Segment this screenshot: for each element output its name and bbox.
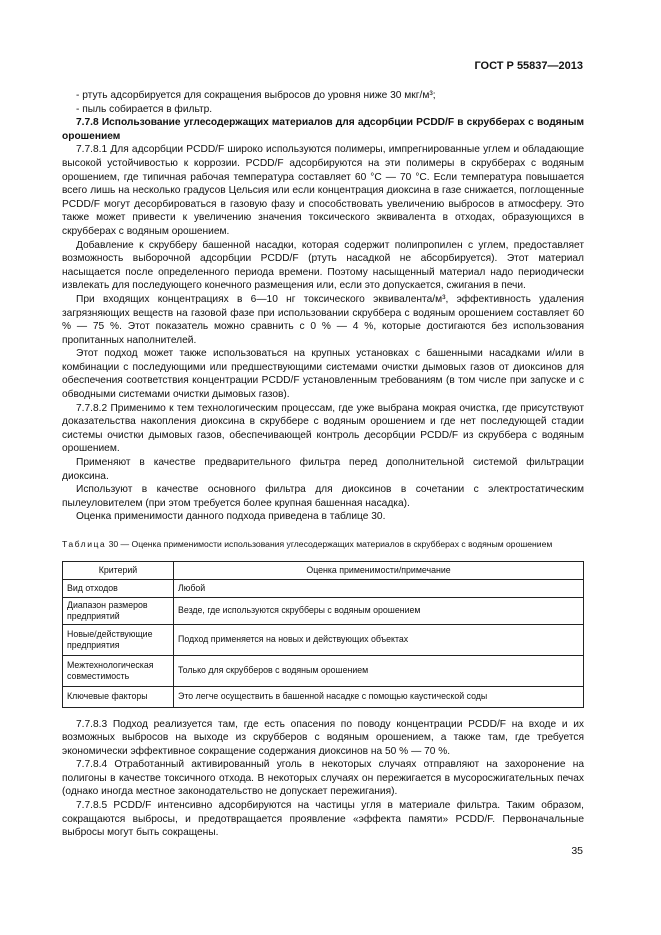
table-row [63, 579, 584, 597]
table-cell-value: Подход применяется на новых и действующих объектах [174, 624, 584, 655]
table-header-cell: Критерий [63, 561, 174, 579]
table-caption [62, 539, 584, 551]
table-cell-criterion: Вид отходов [63, 579, 174, 597]
paragraph: Добавление к скрубберу башенной насадки, которая содержит полипропилен с углем, предоставляет возможность выборочной адсорбции PCDD/F (ртуть насадкой не абсорбируется). Этот материал насыщается после определенного периода времени. Поэтому насыщенный материал надо периодически извлекать для последующего конечного размещения или, если это допускается, сжигания в печи. [62, 239, 584, 292]
table-row [63, 597, 584, 624]
standard-header: ГОСТ Р 55837—2013 [474, 60, 583, 72]
table-caption-prefix: Таблица [62, 539, 107, 549]
page-number: 35 [571, 845, 583, 857]
paragraph: 7.7.8.1 Для адсорбции PCDD/F широко используются полимеры, импрегнированные углем и обладающие высокой устойчивостью к коррозии. PCDD/F адсорбируются на эти полимеры в скрубберах с водяным орошением, где типичная рабочая температура составляет 60 °С — 70 °С. Если температура повышается всего лишь на несколько градусов Цельсия или если концентрация диоксина в газе снижается, поглощенные PCDD/F могут десорбироваться в газовую фазу и способствовать увеличению выбросов в атмосферу. Это также может привести к увеличению значения токсического эквивалента в отходах, образующихся в скрубберах с водяным орошением. [62, 144, 584, 237]
paragraph: Применяют в качестве предварительного фильтра перед дополнительной системой фильтрации диоксина. [62, 457, 584, 482]
table-row [63, 624, 584, 655]
paragraph: 7.7.8.2 Применимо к тем технологическим процессам, где уже выбрана мокрая очистка, где присутствуют доказательства накопления диоксина в скруббере с водяным орошением и где нет последующей стадии системы очистки дымовых газов, обеспечивающей контроль десорбции PCDD/F из скруббера с водяным орошением. [62, 402, 584, 455]
paragraph: Этот подход может также использоваться на крупных установках с башенными насадками и/или в комбинации с последующими или предшествующими системами очистки дымовых газов от диоксинов для обеспечения соответствия концентрации PCDD/F установленным требованиям (в том числе при запуске и с обводными системами очистки дымовых газов). [62, 348, 584, 401]
table-cell-criterion: Новые/действующие предприятия [63, 624, 174, 655]
paragraph: 7.7.8.4 Отработанный активированный уголь в некоторых случаях отправляют на захоронение на полигоны в качестве токсичного отхода. В некоторых случаях он пережигается в мусоросжигательных печах (однако иногда местное законодательство не допускает пережигания). [62, 759, 584, 798]
table-cell-value: Любой [174, 579, 584, 597]
table-cell-criterion: Диапазон размеров предприятий [63, 597, 174, 624]
table-row [63, 655, 584, 686]
bullet-item: - пыль собирается в фильтр. [76, 103, 213, 115]
section-heading: 7.7.8 Использование углесодержащих материалов для адсорбции PCDD/F в скрубберах с водяным орошением [62, 117, 584, 142]
paragraph: 7.7.8.5 PCDD/F интенсивно адсорбируются на частицы угля в материале фильтра. Таким образом, сокращаются выбросы, и предотвращается проявление «эффекта памяти» PCDD/F. Первоначальные выбросы могут быть сокращены. [62, 800, 584, 839]
table-header-cell: Оценка применимости/примечание [174, 561, 584, 579]
table-cell-value: Только для скрубберов с водяным орошением [174, 655, 584, 686]
paragraph: Оценка применимости данного подхода приведена в таблице 30. [76, 511, 386, 523]
table-cell-criterion: Ключевые факторы [63, 686, 174, 707]
paragraph: 7.7.8.3 Подход реализуется там, где есть опасения по поводу концентрации PCDD/F на входе и их возможных выбросов на выходе из скрубберов с водяным орошением, а также там, где требуется экономически эффективное сокращение содержания диоксинов на 50 % — 70 %. [62, 718, 584, 757]
applicability-table [62, 561, 584, 708]
table-cell-value: Везде, где используются скрубберы с водяным орошением [174, 597, 584, 624]
table-header-row [63, 561, 584, 579]
table-cell-value: Это легче осуществить в башенной насадке с помощью каустической соды [174, 686, 584, 707]
page-body [62, 89, 584, 840]
table-caption-text: 30 — Оценка применимости использования углесодержащих материалов в скрубберах с водяным орошением [106, 539, 553, 549]
table-row [63, 686, 584, 707]
paragraph: Используют в качестве основного фильтра для диоксинов в сочетании с электростатическим пылеуловителем (при этом требуется более крупная башенная насадка). [62, 484, 584, 509]
paragraph: При входящих концентрациях в 6—10 нг токсического эквивалента/м³, эффективность удаления загрязняющих веществ на газовой фазе при использовании скруббера с водяным орошением составляет 60 % — 75 %. Этот показатель можно сравнить с 0 % — 4 %, которые достигаются без использования пропитанных наполнителей. [62, 293, 584, 346]
table-cell-criterion: Межтехнологическая совместимость [63, 655, 174, 686]
bullet-item: - ртуть адсорбируется для сокращения выбросов до уровня ниже 30 мкг/м³; [76, 90, 436, 101]
